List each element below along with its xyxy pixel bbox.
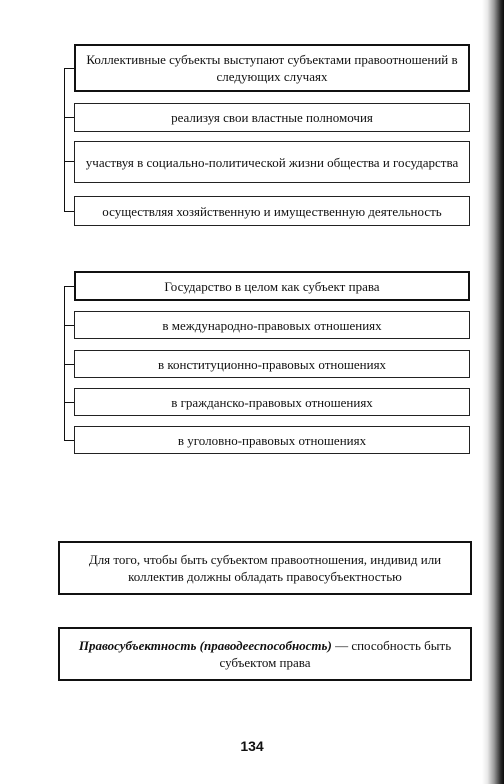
group2-item [74, 426, 470, 454]
group1-item [74, 103, 470, 132]
collective-subjects-header-text: Коллективные субъекты выступают субъектами правоотношений в следующих случаях [86, 52, 458, 84]
group1-tick-2 [64, 161, 74, 162]
collective-subjects-header [74, 44, 470, 92]
group2-item [74, 311, 470, 339]
state-subject-header-text: Государство в целом как субъект права [164, 278, 380, 294]
group1-item-text: реализуя свои властные полномочия [171, 110, 373, 125]
group1-tick-3 [64, 211, 74, 212]
definition-line [72, 637, 458, 671]
group2-header-tick [64, 286, 74, 287]
group2-item-text: в уголовно-правовых отношениях [177, 432, 367, 448]
definition-term: Правосубъектность (праводееспособность) [78, 638, 332, 653]
group1-item-text: осуществляя хозяйственную и имущественную деятельность [102, 203, 442, 219]
legal-capacity-statement [58, 541, 472, 595]
group2-tick-2 [64, 364, 74, 365]
page-number: 134 [240, 738, 264, 754]
book-spine-shadow [482, 0, 504, 784]
group1-item-text: участвуя в социально-политической жизни общества и государства [85, 154, 459, 170]
group1-tick-1 [64, 117, 74, 118]
state-subject-header [74, 271, 470, 301]
group1-connector [64, 68, 65, 212]
group2-item-text: в конституционно-правовых отношениях [157, 356, 387, 372]
legal-capacity-statement-text: Для того, чтобы быть субъектом правоотношения, индивид или коллектив должны обладать правосубъектностью [88, 552, 442, 584]
group1-header-tick [64, 68, 74, 69]
group1-item [74, 196, 470, 226]
group2-item [74, 350, 470, 378]
group2-item-text: в гражданско-правовых отношениях [171, 394, 373, 410]
definition-text: — способность быть субъектом права [219, 638, 452, 670]
group2-tick-3 [64, 402, 74, 403]
group2-tick-4 [64, 440, 74, 441]
group2-item [74, 388, 470, 416]
legal-capacity-definition [58, 627, 472, 681]
group2-item-text: в международно-правовых отношениях [162, 317, 382, 333]
group2-tick-1 [64, 325, 74, 326]
group1-item [74, 141, 470, 183]
